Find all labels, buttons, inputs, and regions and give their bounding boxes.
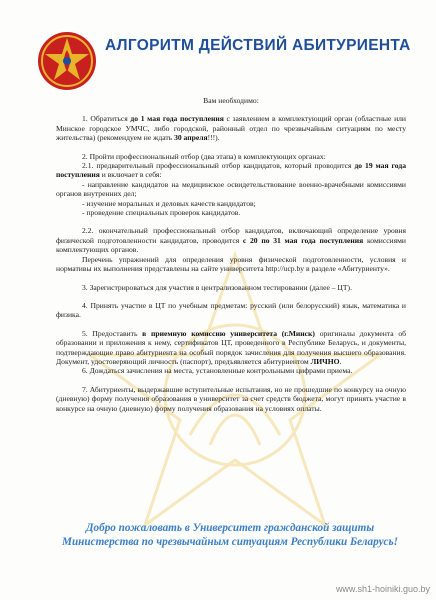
- step-7: 7. Абитуриенты, выдержавшие вступительные испытания, но не прошедшие по конкурсу на очную (дневную) форму получения образования в университет за счет средств бюджета, могут принять участие в конкурсе на очную (дневную) форму получения образования на условиях оплаты.: [56, 384, 406, 413]
- step-3: 3. Зарегистрироваться для участия в централизованном тестировании (далее – ЦТ).: [82, 282, 352, 292]
- step-2-1-qualities: - изучение моральных и деловых качеств кандидатов;: [82, 198, 256, 208]
- step-2-1: 2.1. предварительный профессиональный отбор кандидатов, который проводится до 19 мая года поступления и включает в себя:: [56, 161, 406, 180]
- step-5: 5. Предоставить в приемную комиссию университета (г.Минск) оригиналы документа об образовании и приложения к нему, сертификатов ЦТ, проведенного в Республике Беларусь, и документы, подтверждающие право абитуриента на особый порядок зачисления для получения высшего образования. Документ, удостоверяющий личность (паспорт), предъявляется абитуриентом ЛИЧНО.: [56, 328, 407, 366]
- step-2-2-exercises: Перечень упражнений для определения уровня физической подготовленности, условия и нормативы их выполнения представлены на сайте университета http://ucp.by в разделе «Абитуриенту».: [56, 254, 406, 274]
- welcome-footer: [40, 521, 420, 549]
- welcome-line-1: Добро пожаловать в Университет гражданской защиты: [85, 522, 375, 534]
- step-1: 1. Обратиться до 1 мая года поступления с заявлением в комплектующий орган (областные или Минское городское УМЧС, либо городской, районный отдел по чрезвычайным ситуациям по месту жительства) (рекомендуем не ждать 30 апреля!!!).: [56, 114, 406, 143]
- step-6: 6. Дождаться зачисления на места, установленные контрольными цифрами приема.: [82, 366, 353, 376]
- step-4: 4. Принять участие в ЦТ по учебным предметам: русский (или белорусский) язык, математика и физика.: [56, 300, 406, 320]
- step-2-1-checks: - проведение специальных проверок кандидатов.: [82, 208, 241, 218]
- intro-line: Вам необходимо:: [203, 96, 259, 105]
- emercom-emblem-icon: [36, 30, 98, 92]
- step-2-1-medical: - направление кандидатов на медицинское освидетельствование военно-врачебными комиссиями органов внутренних дел;: [56, 179, 406, 199]
- site-url: www.sh1-hoiniki.guo.by: [335, 584, 430, 594]
- welcome-line-2: Министерства по чрезвычайным ситуациям Республики Беларусь!: [62, 536, 398, 548]
- step-2-2: 2.2. окончательный профессиональный отбор кандидатов, включающий определение уровня физической подготовленности кандидатов, проводится с 20 по 31 мая года поступления комиссиями комплектующих органов.: [56, 226, 406, 255]
- document-body: [56, 96, 406, 413]
- step-2: 2. Пройти профессиональный отбор (два этапа) в комплектующих органах:: [82, 151, 326, 161]
- page-title: АЛГОРИТМ ДЕЙСТВИЙ АБИТУРИЕНТА: [105, 37, 411, 54]
